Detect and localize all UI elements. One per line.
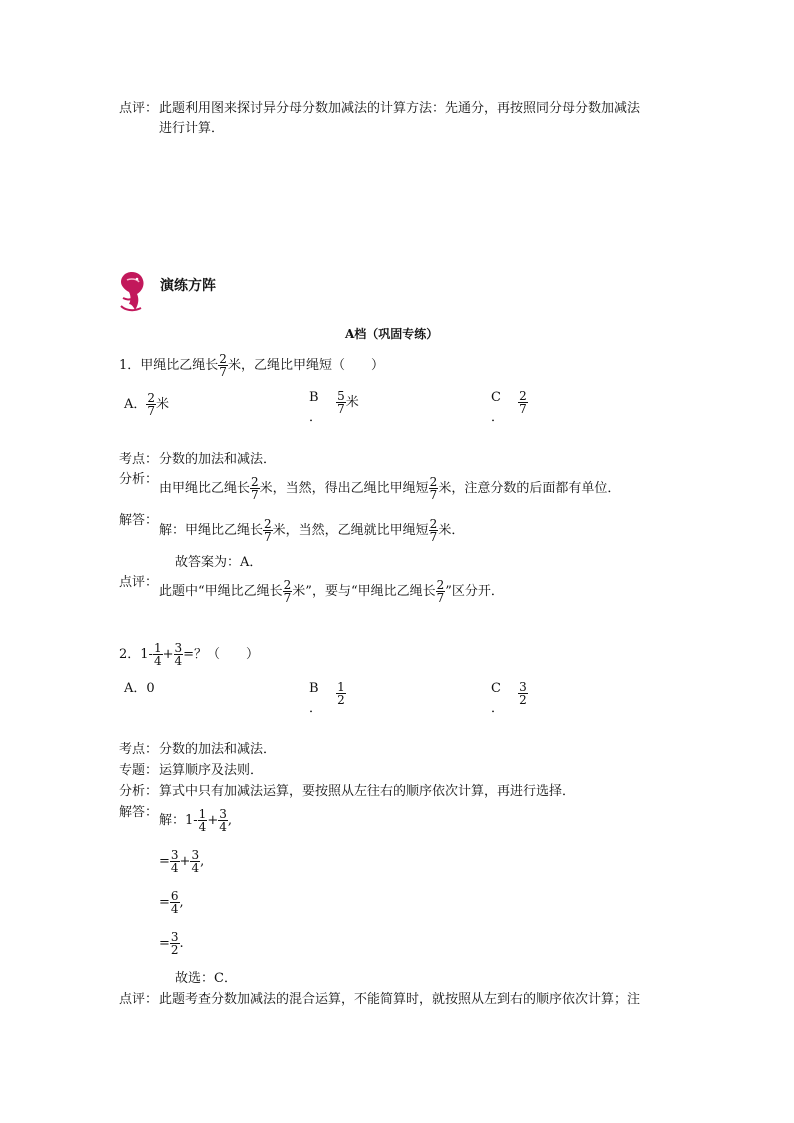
dolphin-icon <box>117 270 149 314</box>
pingjia-label: 点评： <box>119 575 159 590</box>
question-1 <box>119 351 384 381</box>
top-comment-line2: 进行计算． <box>159 121 225 136</box>
pingjia-label: 点评： <box>119 992 159 1007</box>
top-comment-line1: 此题利用图来探讨异分母分数加减法的计算方法：先通分，再按照同分母分数加减法 <box>159 101 641 116</box>
top-comment-label: 点评： <box>119 101 159 116</box>
question-number: 2． <box>119 647 141 662</box>
kaodian-text: 分数的加法和减法． <box>159 452 277 467</box>
solution-step-2: = $\frac{3}{4}$ + $\frac{3}{4}$ , <box>159 848 205 875</box>
level-title: A档（巩固专练） <box>345 327 439 341</box>
zhuanti-text: 运算顺序及法则． <box>159 763 264 778</box>
option-c: C ． $\frac{3}{2}$ <box>491 680 527 716</box>
kaodian-label: 考点： <box>119 452 159 467</box>
kaodian-text: 分数的加法和减法． <box>159 742 277 757</box>
section-title: 演练方阵 <box>160 278 216 294</box>
pingjia-text: 此题中“甲绳比乙绳长 $\frac{2}{7}$ 米”，要与“甲绳比乙绳长 $\frac{2}{7}$ ”区分开． <box>159 578 504 605</box>
pingjia-text: 此题考查分数加减法的混合运算，不能简算时，就按照从左到右的顺序依次计算；注 <box>159 992 641 1007</box>
jieda-label: 解答： <box>119 805 159 820</box>
option-b: B ． $\frac{5}{7}$ 米 <box>309 389 359 425</box>
jieda-label: 解答： <box>119 513 159 528</box>
fraction: $\frac{2}{7}$ <box>219 352 227 379</box>
solution-step-4: = $\frac{3}{2}$ . <box>159 930 184 957</box>
fenxi-label: 分析： <box>119 472 159 487</box>
fenxi-text: 由甲绳比乙绳长 $\frac{2}{7}$ 米，当然，得出乙绳比甲绳短 $\frac{2}{7}$ 米，注意分数的后面都有单位． <box>159 475 621 502</box>
question-number: 1． <box>119 358 141 373</box>
option-a: A． $\frac{2}{7}$ 米 <box>124 391 170 418</box>
solution-step-3: = $\frac{6}{4}$ , <box>159 889 184 916</box>
question-text: 米，乙绳比甲绳短（ ） <box>227 358 384 373</box>
jieda-text: 解：甲绳比乙绳长 $\frac{2}{7}$ 米，当然，乙绳就比甲绳短 $\frac{2}{7}$ 米． <box>159 517 465 544</box>
kaodian-label: 考点： <box>119 742 159 757</box>
zhuanti-label: 专题： <box>119 763 159 778</box>
question-2: 2．1- $\frac{1}{4}$ + $\frac{3}{4}$ =？（ ） <box>119 641 260 668</box>
answer-text: 故答案为：A． <box>175 555 263 570</box>
fenxi-text: 算式中只有加减法运算，要按照从左往右的顺序依次计算，再进行选择． <box>159 784 576 799</box>
question-text: 甲绳比乙绳长 <box>140 358 219 373</box>
option-a: A．0 <box>124 681 155 696</box>
fenxi-label: 分析： <box>119 784 159 799</box>
option-b: B ． $\frac{1}{2}$ <box>309 680 345 716</box>
solution-step-1: 解：1- $\frac{1}{4}$ + $\frac{3}{4}$ , <box>159 807 232 834</box>
answer-text: 故选：C． <box>175 971 237 986</box>
option-c: C ． $\frac{2}{7}$ <box>491 389 527 425</box>
